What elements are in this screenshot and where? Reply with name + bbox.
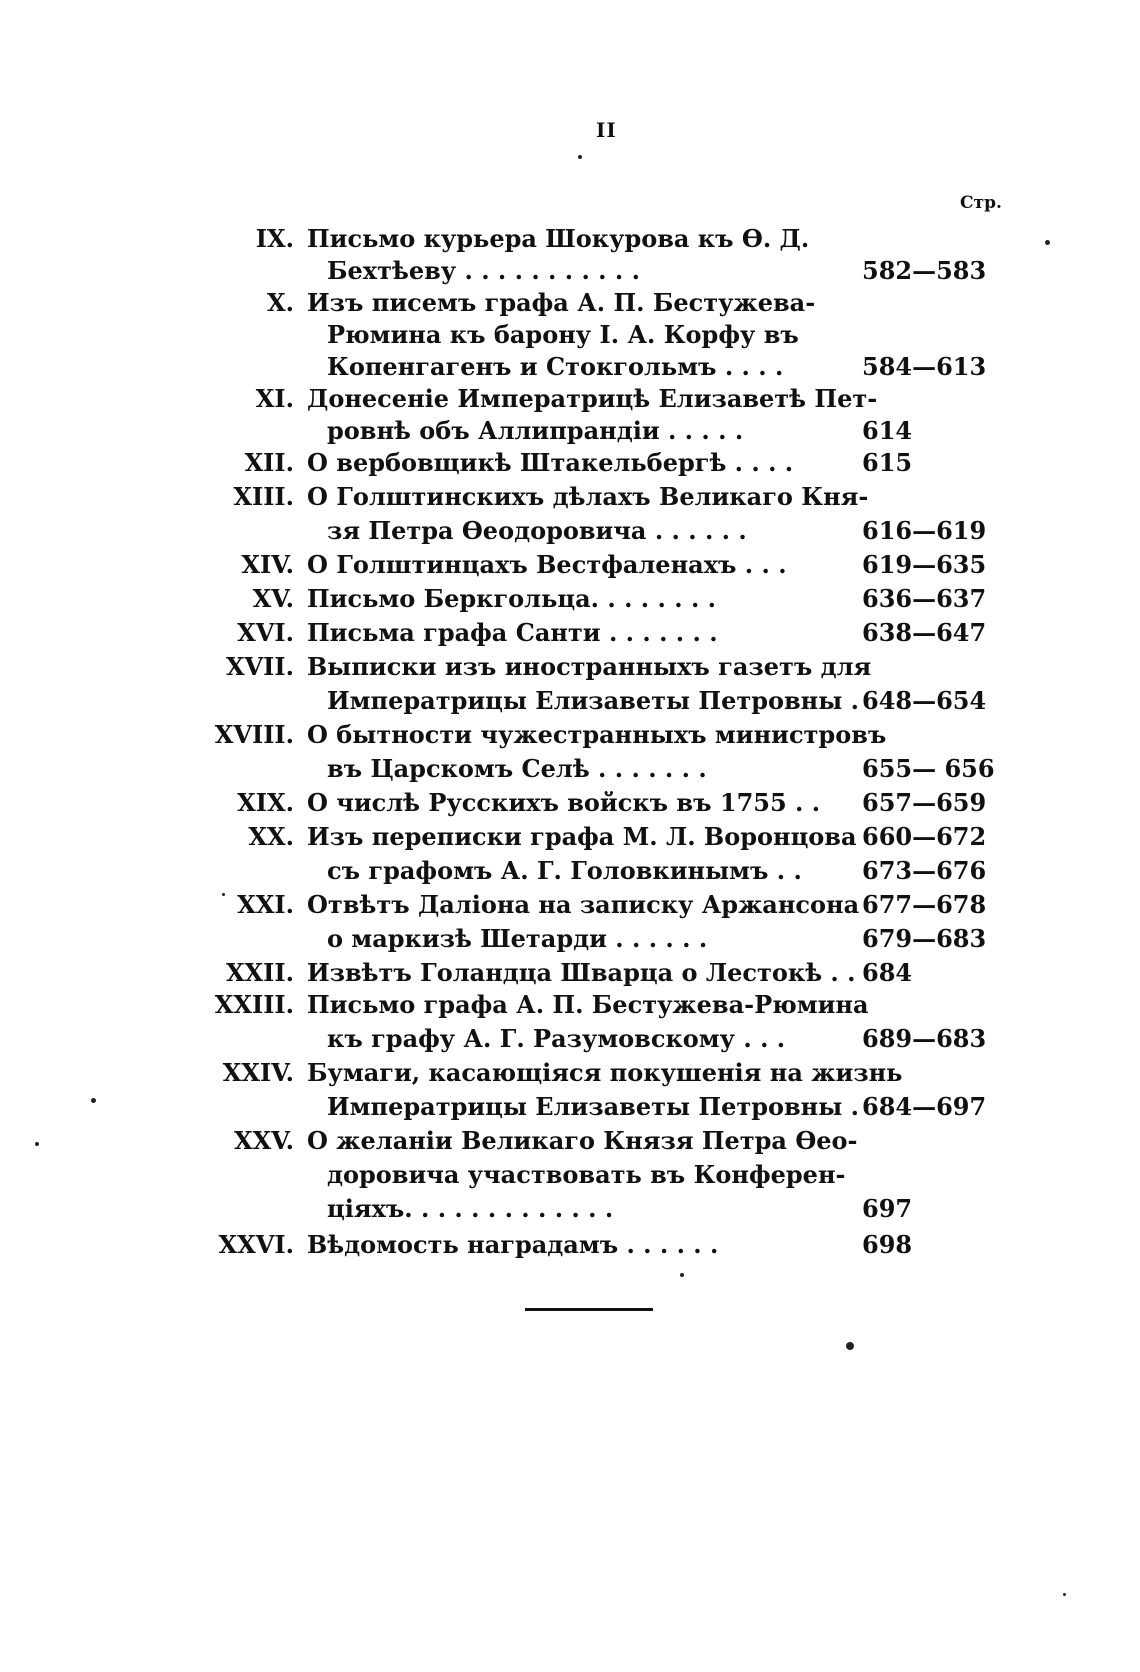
toc-line (190, 890, 1010, 926)
toc-line (190, 822, 1010, 858)
toc-entry-number: XIX. (237, 788, 294, 817)
toc-entry-title: Донесеніе Императрицѣ Елизаветѣ Пет- (307, 384, 878, 413)
toc-entry-number: XII. (244, 448, 294, 477)
toc-entry-pages: 697 (862, 1194, 913, 1223)
scan-speck (1045, 240, 1050, 245)
scan-speck (222, 893, 225, 896)
toc-entry-title: О числѣ Русскихъ войскъ въ 1755 . . (307, 788, 821, 817)
toc-line (190, 958, 1010, 994)
toc-entry-title: Извѣтъ Голандца Шварца о Лестокѣ . . (307, 958, 856, 987)
toc-entry-title: Письмо Беркгольца. . . . . . . . (307, 584, 717, 613)
toc-entry-pages: 689—683 (862, 1024, 987, 1053)
toc-entry-pages: 677—678 (862, 890, 987, 919)
toc-line (190, 788, 1010, 824)
page-number: II (596, 118, 617, 142)
toc-line (190, 288, 1010, 324)
toc-line (190, 856, 1010, 892)
toc-entry-title: ровнѣ объ Аллипрандіи . . . . . (327, 416, 744, 445)
toc-entry-title: съ графомъ А. Г. Головкинымъ . . (327, 856, 802, 885)
toc-entry-number: IX. (255, 224, 294, 253)
toc-entry-title: Бумаги, касающіяся покушенія на жизнь (307, 1058, 903, 1087)
toc-entry-pages: 679—683 (862, 924, 987, 953)
toc-line (190, 256, 1010, 292)
toc-entry-title: ціяхъ. . . . . . . . . . . . . (327, 1194, 614, 1223)
toc-entry-pages: 619—635 (862, 550, 987, 579)
toc-entry-title: Письмо курьера Шокурова къ Ѳ. Д. (307, 224, 810, 253)
toc-entry-pages: 660—672 (862, 822, 987, 851)
toc-line (190, 754, 1010, 790)
toc-entry-title: О вербовщикѣ Штакельбергѣ . . . . (307, 448, 794, 477)
toc-entry-pages: 684 (862, 958, 913, 987)
toc-entry-number: XVII. (225, 652, 294, 681)
toc-entry-title: Вѣдомость наградамъ . . . . . . (307, 1230, 719, 1259)
toc-line (190, 516, 1010, 552)
toc-entry-number: XVI. (237, 618, 294, 647)
scan-speck (35, 1142, 39, 1146)
scan-speck (846, 1342, 854, 1350)
toc-entry-title: Изъ писемъ графа А. П. Бестужева- (307, 288, 816, 317)
toc-line (190, 584, 1010, 620)
toc-entry-pages: 614 (862, 416, 913, 445)
toc-entry-number: XXV. (233, 1126, 294, 1155)
toc-entry-title: Рюмина къ барону I. А. Корфу въ (327, 320, 799, 349)
toc-entry-title: къ графу А. Г. Разумовскому . . . (327, 1024, 786, 1053)
toc-entry-title: О бытности чужестранныхъ министровъ (307, 720, 887, 749)
toc-entry-title: зя Петра Ѳеодоровича . . . . . . (327, 516, 747, 545)
toc-line (190, 652, 1010, 688)
toc-entry-title: О Голштинскихъ дѣлахъ Великаго Кня- (307, 482, 869, 511)
toc-entry-title: Императрицы Елизаветы Петровны . (327, 1092, 860, 1121)
toc-entry-pages: 698 (862, 1230, 913, 1259)
toc-line (190, 720, 1010, 756)
toc-line (190, 224, 1010, 260)
toc-entry-title: въ Царскомъ Селѣ . . . . . . . (327, 754, 707, 783)
toc-entry-pages: 615 (862, 448, 913, 477)
toc-entry-number: XIV. (241, 550, 294, 579)
toc-line (190, 1058, 1010, 1094)
toc-entry-number: XXIII. (214, 990, 294, 1019)
toc-line (190, 320, 1010, 356)
toc-entry-number: XXVI. (218, 1230, 294, 1259)
toc-entry-title: О Голштинцахъ Вестфаленахъ . . . (307, 550, 787, 579)
toc-entry-pages: 582—583 (862, 256, 987, 285)
toc-entry-pages: 655— 656 (862, 754, 995, 783)
toc-line (190, 384, 1010, 420)
toc-line (190, 1092, 1010, 1128)
toc-line (190, 550, 1010, 586)
closing-rule (525, 1308, 653, 1311)
toc-entry-number: XXI. (237, 890, 294, 919)
toc-line (190, 1160, 1010, 1196)
toc-line (190, 352, 1010, 388)
toc-entry-title: О желаніи Великаго Князя Петра Ѳео- (307, 1126, 858, 1155)
scan-speck (680, 1273, 684, 1277)
toc-line (190, 482, 1010, 518)
toc-entry-number: XV. (252, 584, 294, 613)
page-column-header: Стр. (960, 193, 1002, 213)
toc-line (190, 990, 1010, 1026)
toc-line (190, 686, 1010, 722)
toc-line (190, 1024, 1010, 1060)
toc-line (190, 1194, 1010, 1230)
toc-entry-number: XVIII. (214, 720, 294, 749)
toc-entry-number: XI. (255, 384, 294, 413)
toc-entry-title: Письмо графа А. П. Бестужева-Рюмина (307, 990, 869, 1019)
toc-entry-pages: 638—647 (862, 618, 987, 647)
toc-line (190, 618, 1010, 654)
toc-entry-title: Письма графа Санти . . . . . . . (307, 618, 718, 647)
toc-entry-pages: 616—619 (862, 516, 987, 545)
scan-speck (1063, 1593, 1066, 1596)
toc-entry-number: XXII. (225, 958, 294, 987)
toc-entry-title: Копенгагенъ и Стокгольмъ . . . . (327, 352, 784, 381)
toc-line (190, 1126, 1010, 1162)
toc-line (190, 1230, 1010, 1266)
toc-entry-pages: 636—637 (862, 584, 987, 613)
scan-speck (578, 155, 582, 159)
toc-entry-number: XIII. (233, 482, 294, 511)
toc-entry-number: XX. (248, 822, 294, 851)
scan-speck (91, 1098, 96, 1103)
toc-entry-pages: 584—613 (862, 352, 987, 381)
toc-entry-pages: 648—654 (862, 686, 987, 715)
toc-entry-title: доровича участвовать въ Конферен- (327, 1160, 846, 1189)
toc-entry-number: XXIV. (222, 1058, 294, 1087)
toc-entry-pages: 684—697 (862, 1092, 987, 1121)
toc-entry-title: о маркизѣ Шетарди . . . . . . (327, 924, 708, 953)
toc-entry-title: Выписки изъ иностранныхъ газетъ для (307, 652, 872, 681)
toc-entry-title: Императрицы Елизаветы Петровны . (327, 686, 860, 715)
toc-entry-title: Изъ переписки графа М. Л. Воронцова (307, 822, 857, 851)
toc-entry-pages: 673—676 (862, 856, 987, 885)
toc-entry-title: Отвѣтъ Даліона на записку Аржансона (307, 890, 860, 919)
toc-entry-pages: 657—659 (862, 788, 987, 817)
toc-line (190, 416, 1010, 452)
toc-entry-number: X. (267, 288, 294, 317)
toc-line (190, 448, 1010, 484)
toc-line (190, 924, 1010, 960)
toc-entry-title: Бехтѣеву . . . . . . . . . . . (327, 256, 640, 285)
